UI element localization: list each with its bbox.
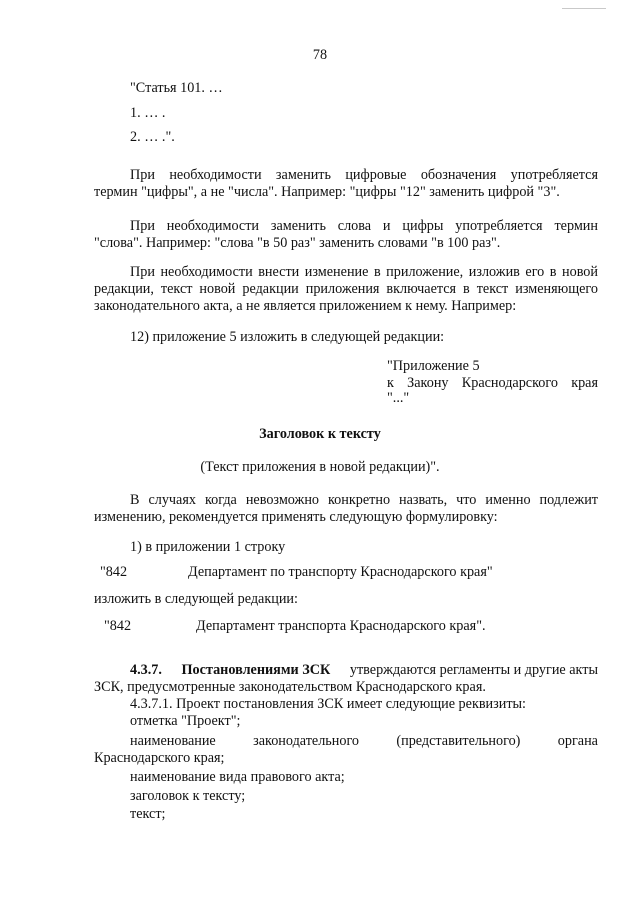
para-appendix-line-3: законодательного акта, а не является приложением к нему. Например:	[94, 298, 517, 314]
requisite-item-3: наименование вида правового акта;	[130, 769, 345, 785]
row-old	[100, 564, 493, 581]
requisite-item-2-word-2: законодательного	[253, 733, 360, 749]
requisite-item-2-line-1	[130, 733, 598, 750]
section-437-bold-text: Постановлениями ЗСК	[181, 662, 331, 678]
para-cases-line-2: изменению, рекомендуется применять следующую формулировку:	[94, 509, 498, 525]
para-digits-line-2: термин "цифры", а не "числа". Например: "цифры "12" заменить цифрой "3".	[94, 184, 560, 200]
example-item: 12) приложение 5 изложить в следующей редакции:	[130, 329, 445, 345]
section-437-line-1	[130, 662, 598, 679]
appendix-block-line-3: "..."	[387, 390, 410, 406]
appendix-block-line-2: к Закону Краснодарского края	[387, 375, 598, 391]
requisite-item-2-word-3: (представительного)	[396, 733, 521, 749]
article-line-3: 2. … .".	[130, 129, 175, 145]
article-line-2: 1. … .	[130, 105, 166, 121]
corner-divider	[562, 8, 606, 9]
section-437-line-2: ЗСК, предусмотренные законодательством Краснодарского края.	[94, 679, 486, 695]
row-old-code: "842	[100, 564, 128, 580]
section-437-number: 4.3.7.	[130, 662, 162, 678]
para-appendix-line-2: редакции, текст новой редакции приложения включается в текст изменяющего	[94, 281, 598, 297]
requisite-item-4: заголовок к тексту;	[130, 788, 246, 804]
para-words-line-2: "слова". Например: "слова "в 50 раз" заменить словами "в 100 раз".	[94, 235, 501, 251]
para-cases-line-1: В случаях когда невозможно конкретно назвать, что именно подлежит	[130, 492, 598, 508]
page-number: 78	[312, 47, 328, 63]
restate-line: изложить в следующей редакции:	[94, 591, 298, 607]
para-digits-line-1: При необходимости заменить цифровые обозначения употребляется	[130, 167, 598, 183]
appendix-block-line-1: "Приложение 5	[387, 358, 480, 374]
row-new-text: Департамент транспорта Краснодарского края".	[196, 618, 486, 634]
row-old-text: Департамент по транспорту Краснодарского края"	[188, 564, 493, 580]
section-437-rest: утверждаются регламенты и другие акты	[349, 662, 598, 678]
heading-to-text: Заголовок к тексту	[259, 426, 381, 442]
para-appendix-line-1: При необходимости внести изменение в приложение, изложив его в новой	[130, 264, 598, 280]
row-new-code: "842	[104, 618, 132, 634]
appendix-text: (Текст приложения в новой редакции)".	[200, 459, 440, 475]
para-words-line-1: При необходимости заменить слова и цифры употребляется термин	[130, 218, 598, 234]
article-line-1: "Статья 101. …	[130, 80, 223, 96]
requisite-item-1: отметка "Проект";	[130, 713, 241, 729]
requisite-item-2-word-1: наименование	[130, 733, 216, 749]
item-1: 1) в приложении 1 строку	[130, 539, 286, 555]
requisite-item-2-line-2: Краснодарского края;	[94, 750, 225, 766]
requisite-item-2-word-4: органа	[557, 733, 598, 749]
requisite-item-5: текст;	[130, 806, 166, 822]
section-4371: 4.3.7.1. Проект постановления ЗСК имеет следующие реквизиты:	[130, 696, 527, 712]
row-new	[104, 618, 486, 635]
